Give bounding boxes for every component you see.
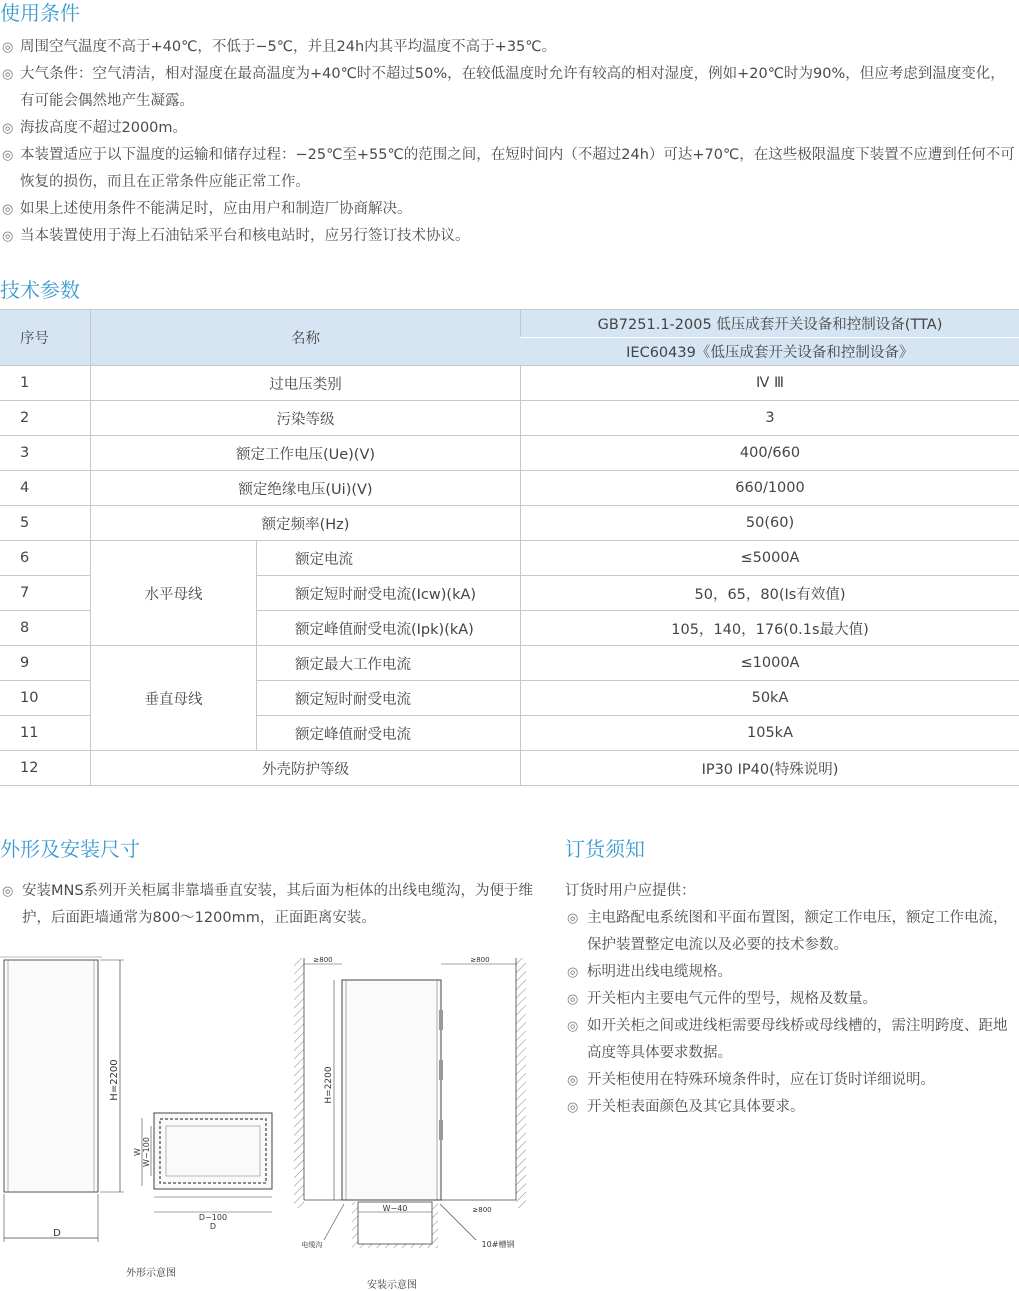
table-row (0, 366, 1019, 401)
row-value: Ⅳ Ⅲ (521, 366, 1019, 401)
dim-h2200: H=2200 (109, 1059, 120, 1100)
row-name: 额定短时耐受电流 (257, 681, 521, 716)
dim-w40: W−40 (383, 1204, 408, 1213)
row-value: 50，65，80(Is有效值) (521, 576, 1019, 611)
install-diagram (284, 950, 546, 1260)
row-value: 50kA (521, 681, 1019, 716)
table-row (0, 436, 1019, 471)
order-item: ◎ 开关柜使用在特殊环境条件时，应在订货时详细说明。 (565, 1067, 1019, 1094)
row-name: 额定频率(Hz) (91, 506, 521, 541)
condition-item: ◎ 当本装置使用于海上石油钻采平台和核电站时，应另行签订技术协议。 (0, 223, 1019, 250)
row-no: 5 (0, 506, 91, 541)
order-item: ◎ 开关柜表面颜色及其它具体要求。 (565, 1094, 1019, 1121)
dim-d100: D−100 (199, 1213, 227, 1222)
row-value: 105，140，176(0.1s最大值) (521, 611, 1019, 646)
table-row (0, 646, 1019, 681)
params-table (0, 309, 1019, 786)
condition-item: ◎ 周围空气温度不高于+40℃，不低于−5℃，并且24h内其平均温度不高于+35℃。 (0, 34, 1019, 61)
header-name: 名称 (91, 310, 521, 366)
dim-d-top: D (210, 1222, 216, 1231)
header-std2: IEC60439《低压成套开关设备和控制设备》 (521, 338, 1019, 366)
row-name: 额定短时耐受电流(Icw)(kA) (257, 576, 521, 611)
label-cable-trench: 电缆沟 (302, 1240, 323, 1249)
cabinet-front (4, 960, 98, 1192)
row-value: 50(60) (521, 506, 1019, 541)
table-header-row (0, 310, 1019, 338)
install-text-block (0, 878, 545, 932)
row-no: 4 (0, 471, 91, 506)
order-list (565, 878, 1019, 1121)
row-value: 660/1000 (521, 471, 1019, 506)
dim-w: W (133, 1148, 142, 1156)
group-horizontal-busbar: 水平母线 (91, 541, 257, 646)
row-value: 105kA (521, 716, 1019, 751)
order-item: ◎ 主电路配电系统图和平面布置图，额定工作电压，额定工作电流，保护装置整定电流以及必要的技术参数。 (565, 905, 1019, 959)
order-intro: 订货时用户应提供： (565, 878, 1019, 905)
group-vertical-busbar: 垂直母线 (91, 646, 257, 751)
condition-item: ◎ 如果上述使用条件不能满足时，应由用户和制造厂协商解决。 (0, 196, 1019, 223)
install-title: 外形及安装尺寸 (0, 833, 140, 862)
row-name: 外壳防护等级 (91, 751, 521, 786)
dim-ge800-left: ≥800 (313, 956, 332, 964)
row-value: 3 (521, 401, 1019, 436)
table-row (0, 471, 1019, 506)
row-no: 1 (0, 366, 91, 401)
table-row (0, 751, 1019, 786)
cabinet-top-view (154, 1113, 272, 1189)
row-no: 2 (0, 401, 91, 436)
outline-diagram (0, 950, 290, 1250)
row-name: 额定绝缘电压(Ui)(V) (91, 471, 521, 506)
dim-ge800-right: ≥800 (470, 956, 489, 964)
header-no: 序号 (0, 310, 91, 366)
row-name: 额定峰值耐受电流(Ipk)(kA) (257, 611, 521, 646)
row-name: 过电压类别 (91, 366, 521, 401)
order-item: ◎ 标明进出线电缆规格。 (565, 959, 1019, 986)
table-row (0, 541, 1019, 576)
table-row (0, 506, 1019, 541)
row-name: 额定峰值耐受电流 (257, 716, 521, 751)
outline-caption: 外形示意图 (126, 1264, 176, 1279)
row-name: 额定电流 (257, 541, 521, 576)
row-name: 污染等级 (91, 401, 521, 436)
order-item: ◎ 如开关柜之间或进线柜需要母线桥或母线槽的，需注明跨度、距地高度等具体要求数据。 (565, 1013, 1019, 1067)
dim-d-front: D (53, 1228, 61, 1239)
table-row (0, 401, 1019, 436)
dim-ge800-bottom: ≥800 (472, 1206, 491, 1214)
install-text: ◎ 安装MNS系列开关柜属非靠墙垂直安装，其后面为柜体的出线电缆沟，为便于维护，后面距墙通常为800～1200mm，正面距离安装。 (0, 878, 545, 932)
install-caption: 安装示意图 (367, 1276, 417, 1291)
params-title: 技术参数 (0, 274, 80, 303)
row-no: 11 (0, 716, 91, 751)
conditions-list (0, 34, 1019, 250)
cabinet-side (342, 980, 441, 1200)
row-value: ≤5000A (521, 541, 1019, 576)
row-no: 7 (0, 576, 91, 611)
row-no: 6 (0, 541, 91, 576)
row-no: 12 (0, 751, 91, 786)
row-no: 9 (0, 646, 91, 681)
row-name: 额定最大工作电流 (257, 646, 521, 681)
dim-h2200-install: H=2200 (324, 1066, 334, 1103)
row-no: 3 (0, 436, 91, 471)
row-value: 400/660 (521, 436, 1019, 471)
row-value: IP30 IP40(特殊说明) (521, 751, 1019, 786)
label-channel-steel: 10#槽钢 (482, 1239, 515, 1249)
condition-item: ◎ 本装置适应于以下温度的运输和储存过程：−25℃至+55℃的范围之间，在短时间内（不超过24h）可达+70℃，在这些极限温度下装置不应遭到任何不可恢复的损伤，而且在正常条件应能正常工作。 (0, 142, 1019, 196)
row-no: 8 (0, 611, 91, 646)
row-name: 额定工作电压(Ue)(V) (91, 436, 521, 471)
row-no: 10 (0, 681, 91, 716)
right-wall (516, 958, 526, 1208)
condition-item: ◎ 大气条件：空气清洁，相对湿度在最高温度为+40℃时不超过50%，在较低温度时允许有较高的相对湿度，例如+20℃时为90%，但应考虑到温度变化，有可能会偶然地产生凝露。 (0, 61, 1019, 115)
row-value: ≤1000A (521, 646, 1019, 681)
order-title: 订货须知 (565, 833, 645, 862)
order-item: ◎ 开关柜内主要电气元件的型号，规格及数量。 (565, 986, 1019, 1013)
left-wall (294, 958, 304, 1208)
condition-item: ◎ 海拔高度不超过2000m。 (0, 115, 1019, 142)
header-std1: GB7251.1-2005 低压成套开关设备和控制设备(TTA) (521, 310, 1019, 338)
dim-w100: W−100 (142, 1137, 151, 1167)
conditions-title: 使用条件 (0, 0, 80, 26)
